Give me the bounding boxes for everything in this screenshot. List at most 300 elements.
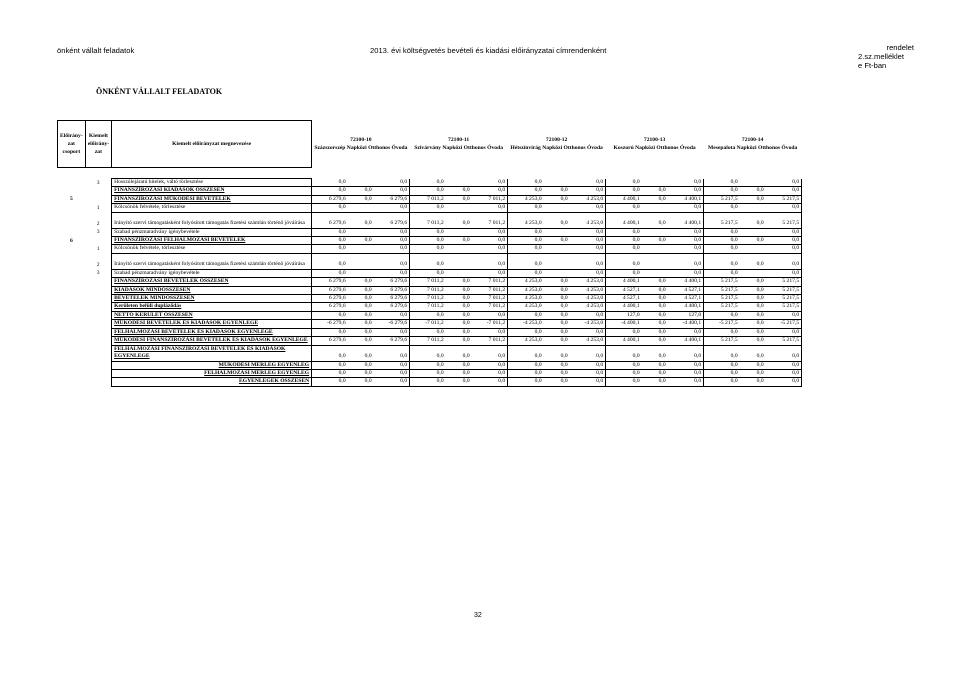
table-row bbox=[58, 295, 802, 303]
header-left: önként vállalt feladatok bbox=[57, 46, 135, 55]
value-cell: 0,0 bbox=[766, 345, 802, 361]
table-row bbox=[58, 237, 802, 245]
table-row bbox=[58, 286, 802, 294]
value-cell: 0,0 bbox=[472, 187, 508, 195]
value-cell: 0,0 bbox=[642, 320, 668, 328]
value-cell: 6 279,6 bbox=[374, 337, 410, 345]
value-cell bbox=[348, 179, 374, 187]
value-cell: 0,0 bbox=[704, 328, 740, 336]
value-cell: 0,0 bbox=[642, 345, 668, 361]
value-cell: 0,0 bbox=[570, 269, 606, 277]
value-cell: 0,0 bbox=[642, 278, 668, 286]
value-cell: 0,0 bbox=[606, 245, 642, 253]
value-cell: 0,0 bbox=[410, 311, 446, 319]
unit-name: Mesepalota Napközi Otthonos Óvoda bbox=[707, 145, 798, 151]
value-cell: 6 279,6 bbox=[374, 212, 410, 228]
kiemelt-cell: 2 bbox=[96, 261, 100, 268]
value-cell: 0,0 bbox=[544, 378, 570, 386]
table-row bbox=[58, 328, 802, 336]
value-cell: 0,0 bbox=[740, 278, 766, 286]
value-cell bbox=[740, 269, 766, 277]
value-cell: -5 217,5 bbox=[704, 320, 740, 328]
value-cell: 5 217,5 bbox=[766, 278, 802, 286]
value-cell bbox=[740, 228, 766, 236]
kiemelt-cell bbox=[85, 328, 111, 336]
unit-name: Hétszínvirág Napközi Otthonos Óvoda bbox=[510, 145, 603, 151]
value-cell: 0,0 bbox=[348, 286, 374, 294]
value-cell: 0,0 bbox=[740, 320, 766, 328]
value-cell: 0,0 bbox=[446, 328, 472, 336]
value-cell: 0,0 bbox=[740, 195, 766, 203]
value-cell: -6 279,6 bbox=[312, 320, 348, 328]
kiemelt-cell bbox=[85, 378, 111, 386]
value-cell bbox=[642, 245, 668, 253]
kiemelt-cell bbox=[85, 311, 111, 319]
value-cell: 5 217,5 bbox=[704, 286, 740, 294]
value-cell: 0,0 bbox=[570, 228, 606, 236]
value-cell: -5 217,5 bbox=[766, 320, 802, 328]
value-cell: 0,0 bbox=[374, 228, 410, 236]
value-cell: 0,0 bbox=[704, 253, 740, 269]
name-cell: Kölcsönök felvétele, törlesztése bbox=[112, 245, 312, 253]
value-cell: 0,0 bbox=[668, 328, 704, 336]
value-cell: 0,0 bbox=[606, 269, 642, 277]
value-cell: 0,0 bbox=[570, 369, 606, 377]
value-cell: 0,0 bbox=[348, 361, 374, 369]
value-cell: 0,0 bbox=[668, 245, 704, 253]
value-cell: 0,0 bbox=[472, 179, 508, 187]
value-cell: 0,0 bbox=[668, 369, 704, 377]
table-row bbox=[58, 187, 802, 195]
value-cell: 0,0 bbox=[508, 361, 544, 369]
value-cell: 0,0 bbox=[766, 269, 802, 277]
value-cell: 0,0 bbox=[312, 237, 348, 245]
value-cell: 0,0 bbox=[374, 179, 410, 187]
table-row bbox=[58, 228, 802, 236]
value-cell: 0,0 bbox=[544, 303, 570, 311]
value-cell bbox=[740, 245, 766, 253]
value-cell: 0,0 bbox=[446, 212, 472, 228]
value-cell: 0,0 bbox=[374, 187, 410, 195]
value-cell: 0,0 bbox=[606, 237, 642, 245]
value-cell: 0,0 bbox=[348, 295, 374, 303]
value-cell: -4 400,1 bbox=[668, 320, 704, 328]
value-cell: 0,0 bbox=[312, 345, 348, 361]
value-cell: 4 400,1 bbox=[668, 303, 704, 311]
col-header-unit-1 bbox=[312, 121, 410, 168]
value-cell bbox=[544, 228, 570, 236]
value-cell: 0,0 bbox=[766, 378, 802, 386]
unit-name: Szivárvány Napközi Otthonos Óvoda bbox=[414, 145, 503, 151]
value-cell: 0,0 bbox=[472, 369, 508, 377]
value-cell: 6 279,6 bbox=[374, 278, 410, 286]
value-cell: 0,0 bbox=[312, 228, 348, 236]
value-cell: 0,0 bbox=[472, 253, 508, 269]
value-cell: 4 253,0 bbox=[570, 278, 606, 286]
name-cell: MŰKÖDÉSI MÉRLEG EGYENLEG bbox=[112, 361, 312, 369]
group-cell bbox=[58, 320, 86, 328]
name-cell: FINANSZÍROZÁSI FELHALMOZÁSI BEVÉTELEK bbox=[112, 237, 312, 245]
value-cell: 0,0 bbox=[446, 195, 472, 203]
value-cell: 0,0 bbox=[642, 286, 668, 294]
table-row bbox=[58, 345, 802, 361]
value-cell: 0,0 bbox=[642, 378, 668, 386]
table-row bbox=[58, 337, 802, 345]
value-cell: 0,0 bbox=[312, 204, 348, 212]
value-cell: 0,0 bbox=[740, 345, 766, 361]
value-cell: 0,0 bbox=[766, 179, 802, 187]
value-cell: 4 253,0 bbox=[508, 286, 544, 294]
value-cell: 0,0 bbox=[446, 303, 472, 311]
value-cell: 0,0 bbox=[704, 228, 740, 236]
value-cell: 0,0 bbox=[766, 361, 802, 369]
value-cell: 0,0 bbox=[740, 378, 766, 386]
table-row bbox=[58, 179, 802, 187]
value-cell: 0,0 bbox=[410, 328, 446, 336]
value-cell: 0,0 bbox=[374, 269, 410, 277]
name-cell: FELHALMOZÁSI FINANSZÍROZÁSI BEVÉTELEK ÉS KIADÁSOK EGYENLEGE bbox=[112, 345, 312, 361]
group-cell bbox=[58, 337, 86, 345]
value-cell: 4 253,0 bbox=[508, 212, 544, 228]
value-cell: 7 011,2 bbox=[472, 295, 508, 303]
name-cell: KIADÁSOK MINDÖSSZESEN bbox=[112, 286, 312, 294]
value-cell: 0,0 bbox=[606, 187, 642, 195]
value-cell: 127,0 bbox=[606, 311, 642, 319]
value-cell: 0,0 bbox=[472, 311, 508, 319]
value-cell: 4 527,1 bbox=[668, 295, 704, 303]
value-cell: 6 279,6 bbox=[374, 295, 410, 303]
value-cell: 6 279,6 bbox=[312, 278, 348, 286]
value-cell: 0,0 bbox=[668, 378, 704, 386]
value-cell: 6 279,6 bbox=[312, 337, 348, 345]
value-cell bbox=[544, 253, 570, 269]
value-cell: 5 217,5 bbox=[704, 303, 740, 311]
value-cell: 0,0 bbox=[312, 269, 348, 277]
value-cell: 0,0 bbox=[766, 228, 802, 236]
value-cell: 0,0 bbox=[374, 378, 410, 386]
value-cell: 0,0 bbox=[446, 361, 472, 369]
value-cell: 0,0 bbox=[374, 237, 410, 245]
value-cell: 0,0 bbox=[544, 195, 570, 203]
value-cell: 0,0 bbox=[348, 237, 374, 245]
value-cell: 0,0 bbox=[410, 179, 446, 187]
value-cell: 0,0 bbox=[766, 253, 802, 269]
value-cell bbox=[642, 228, 668, 236]
value-cell: 0,0 bbox=[704, 187, 740, 195]
value-cell: 6 279,6 bbox=[374, 195, 410, 203]
value-cell: 0,0 bbox=[704, 369, 740, 377]
value-cell: 0,0 bbox=[570, 245, 606, 253]
table-row bbox=[58, 369, 802, 377]
value-cell: 0,0 bbox=[446, 278, 472, 286]
kiemelt-cell bbox=[85, 295, 111, 303]
value-cell: 0,0 bbox=[472, 228, 508, 236]
value-cell: 0,0 bbox=[410, 345, 446, 361]
value-cell: 0,0 bbox=[668, 237, 704, 245]
value-cell: 5 217,5 bbox=[766, 195, 802, 203]
value-cell: 0,0 bbox=[704, 179, 740, 187]
name-cell: Irányító szervi támogatásként folyósított támogatás fizetési számlán történő jóváírása bbox=[112, 212, 312, 228]
value-cell: 7 011,2 bbox=[410, 286, 446, 294]
value-cell: 4 400,1 bbox=[668, 337, 704, 345]
value-cell: 4 527,1 bbox=[668, 286, 704, 294]
value-cell: 0,0 bbox=[374, 369, 410, 377]
table-row bbox=[58, 320, 802, 328]
value-cell: 0,0 bbox=[740, 337, 766, 345]
value-cell: 0,0 bbox=[642, 295, 668, 303]
value-cell: 0,0 bbox=[766, 328, 802, 336]
value-cell: 0,0 bbox=[410, 228, 446, 236]
name-cell: FINANSZÍROZÁSI KIADÁSOK ÖSSZESEN bbox=[112, 187, 312, 195]
value-cell: 0,0 bbox=[544, 328, 570, 336]
value-cell: 0,0 bbox=[704, 345, 740, 361]
value-cell: 5 217,5 bbox=[766, 212, 802, 228]
value-cell bbox=[740, 204, 766, 212]
group-cell bbox=[58, 245, 86, 253]
value-cell: 7 011,2 bbox=[472, 212, 508, 228]
value-cell bbox=[446, 269, 472, 277]
value-cell: 0,0 bbox=[508, 237, 544, 245]
value-cell: 0,0 bbox=[544, 212, 570, 228]
value-cell bbox=[446, 245, 472, 253]
value-cell: 0,0 bbox=[446, 286, 472, 294]
value-cell bbox=[348, 245, 374, 253]
value-cell: 0,0 bbox=[704, 204, 740, 212]
unit-name: Százszorszép Napközi Otthonos Óvoda bbox=[314, 145, 408, 151]
value-cell: 0,0 bbox=[570, 311, 606, 319]
kiemelt-cell: 3 bbox=[96, 179, 100, 186]
value-cell: -4 253,0 bbox=[508, 320, 544, 328]
value-cell: 5 217,5 bbox=[766, 286, 802, 294]
table-header-row bbox=[58, 121, 802, 168]
name-cell: NETTÓ KERÜLET ÖSSZESEN bbox=[112, 311, 312, 319]
value-cell: 0,0 bbox=[642, 311, 668, 319]
value-cell: 0,0 bbox=[508, 328, 544, 336]
value-cell: 0,0 bbox=[544, 345, 570, 361]
kiemelt-cell: 1 bbox=[96, 204, 100, 211]
value-cell: 0,0 bbox=[740, 369, 766, 377]
value-cell: 0,0 bbox=[410, 237, 446, 245]
col-header-unit-3 bbox=[508, 121, 606, 168]
value-cell: 0,0 bbox=[348, 328, 374, 336]
kiemelt-cell bbox=[85, 320, 111, 328]
value-cell: 0,0 bbox=[508, 253, 544, 269]
name-cell: MŰKÖDÉSI BEVÉTELEK ÉS KIADÁSOK EGYENLEGE bbox=[112, 320, 312, 328]
value-cell: 0,0 bbox=[642, 303, 668, 311]
value-cell: 4 400,1 bbox=[606, 303, 642, 311]
group-cell bbox=[58, 286, 86, 294]
value-cell: 0,0 bbox=[374, 311, 410, 319]
unit-code: 72100-11 bbox=[448, 137, 470, 143]
value-cell: 0,0 bbox=[642, 237, 668, 245]
value-cell: 0,0 bbox=[508, 228, 544, 236]
name-cell: MŰKÖDÉSI FINANSZÍROZÁSI BEVÉTELEK ÉS KIADÁSOK EGYENLEGE bbox=[112, 337, 312, 345]
value-cell: 0,0 bbox=[508, 187, 544, 195]
value-cell: 0,0 bbox=[704, 378, 740, 386]
value-cell: 0,0 bbox=[410, 361, 446, 369]
value-cell: 7 011,2 bbox=[472, 303, 508, 311]
value-cell: 0,0 bbox=[606, 204, 642, 212]
value-cell: 5 217,5 bbox=[704, 278, 740, 286]
group-cell bbox=[58, 378, 86, 386]
value-cell: 0,0 bbox=[446, 378, 472, 386]
value-cell: 0,0 bbox=[472, 245, 508, 253]
value-cell: 4 253,0 bbox=[570, 295, 606, 303]
value-cell: 0,0 bbox=[570, 328, 606, 336]
value-cell: 7 011,2 bbox=[472, 337, 508, 345]
group-cell bbox=[58, 278, 86, 286]
value-cell: 0,0 bbox=[766, 311, 802, 319]
value-cell: 0,0 bbox=[508, 345, 544, 361]
value-cell: 0,0 bbox=[544, 278, 570, 286]
value-cell: 4 400,1 bbox=[606, 278, 642, 286]
name-cell: EGYENLEGEK ÖSSZESEN bbox=[112, 378, 312, 386]
value-cell bbox=[446, 228, 472, 236]
value-cell bbox=[642, 179, 668, 187]
value-cell: 0,0 bbox=[570, 204, 606, 212]
value-cell: 0,0 bbox=[740, 295, 766, 303]
value-cell: 4 253,0 bbox=[508, 195, 544, 203]
value-cell: 0,0 bbox=[410, 369, 446, 377]
kiemelt-cell: 2 bbox=[96, 220, 100, 227]
group-cell bbox=[58, 253, 86, 269]
value-cell: 0,0 bbox=[312, 179, 348, 187]
value-cell: -7 011,2 bbox=[472, 320, 508, 328]
kiemelt-cell: 3 bbox=[96, 270, 100, 277]
value-cell: 0,0 bbox=[606, 228, 642, 236]
name-cell: Szabad pénzmaradvány igénybevétele bbox=[112, 228, 312, 236]
value-cell: 0,0 bbox=[704, 245, 740, 253]
value-cell: 0,0 bbox=[668, 228, 704, 236]
value-cell: 0,0 bbox=[374, 345, 410, 361]
value-cell: 0,0 bbox=[606, 369, 642, 377]
value-cell bbox=[348, 269, 374, 277]
name-cell: Szabad pénzmaradvány igénybevétele bbox=[112, 269, 312, 277]
table-row bbox=[58, 245, 802, 253]
kiemelt-cell bbox=[85, 303, 111, 311]
value-cell: 5 217,5 bbox=[704, 212, 740, 228]
value-cell bbox=[446, 204, 472, 212]
value-cell: 0,0 bbox=[704, 361, 740, 369]
name-cell: BEVÉTELEK MINDÖSSZESEN bbox=[112, 295, 312, 303]
name-cell: Kerületen belüli dupláződás bbox=[112, 303, 312, 311]
value-cell: 0,0 bbox=[668, 187, 704, 195]
value-cell: 4 400,1 bbox=[668, 195, 704, 203]
value-cell bbox=[348, 204, 374, 212]
value-cell: 4 253,0 bbox=[508, 303, 544, 311]
group-cell bbox=[58, 311, 86, 319]
value-cell: 0,0 bbox=[446, 345, 472, 361]
header-right-line: 2.sz.melléklet bbox=[858, 52, 905, 61]
value-cell bbox=[544, 269, 570, 277]
kiemelt-cell bbox=[85, 337, 111, 345]
value-cell: 0,0 bbox=[312, 245, 348, 253]
group-cell bbox=[58, 228, 86, 236]
value-cell: 0,0 bbox=[642, 212, 668, 228]
value-cell: 0,0 bbox=[446, 337, 472, 345]
name-cell: Kölcsönök felvétele, törlesztése bbox=[112, 204, 312, 212]
value-cell bbox=[544, 245, 570, 253]
group-cell bbox=[58, 269, 86, 277]
value-cell: 0,0 bbox=[570, 378, 606, 386]
value-cell: 7 011,2 bbox=[472, 286, 508, 294]
col-header-kiemelt: Kiemelt előirány-zat bbox=[85, 121, 111, 168]
value-cell: 0,0 bbox=[508, 204, 544, 212]
value-cell: 0,0 bbox=[740, 303, 766, 311]
value-cell: 0,0 bbox=[544, 237, 570, 245]
kiemelt-cell bbox=[85, 187, 111, 195]
value-cell: 6 279,6 bbox=[374, 286, 410, 294]
unit-code: 72100-10 bbox=[350, 137, 372, 143]
value-cell: 0,0 bbox=[570, 237, 606, 245]
value-cell: 0,0 bbox=[374, 253, 410, 269]
value-cell: 7 011,2 bbox=[410, 337, 446, 345]
value-cell: 7 011,2 bbox=[410, 295, 446, 303]
value-cell: 0,0 bbox=[508, 269, 544, 277]
value-cell bbox=[544, 204, 570, 212]
value-cell: 4 253,0 bbox=[570, 195, 606, 203]
value-cell: 0,0 bbox=[472, 345, 508, 361]
value-cell: 0,0 bbox=[312, 369, 348, 377]
value-cell: 7 011,2 bbox=[472, 278, 508, 286]
value-cell: 0,0 bbox=[348, 195, 374, 203]
value-cell: 0,0 bbox=[374, 328, 410, 336]
name-cell: FINANSZÍROZÁSI MŰKÖDÉSI BEVÉTELEK bbox=[112, 195, 312, 203]
kiemelt-cell bbox=[85, 361, 111, 369]
table-row bbox=[58, 212, 802, 228]
value-cell: 5 217,5 bbox=[766, 303, 802, 311]
value-cell: 0,0 bbox=[570, 361, 606, 369]
value-cell: 0,0 bbox=[740, 237, 766, 245]
col-header-unit-4 bbox=[606, 121, 704, 168]
header-right-line: rendelet bbox=[886, 43, 914, 52]
value-cell: 0,0 bbox=[668, 345, 704, 361]
value-cell: 4 253,0 bbox=[570, 303, 606, 311]
unit-code: 72100-13 bbox=[643, 137, 666, 143]
value-cell: 0,0 bbox=[312, 328, 348, 336]
name-cell: Hosszúlejáratú hitelek, váltó törlesztése bbox=[112, 179, 312, 187]
value-cell: 0,0 bbox=[740, 328, 766, 336]
group-cell bbox=[58, 212, 86, 228]
col-header-group: Előirány-zat csoport bbox=[58, 121, 86, 168]
value-cell: 0,0 bbox=[446, 187, 472, 195]
value-cell: 0,0 bbox=[544, 311, 570, 319]
value-cell: 0,0 bbox=[472, 237, 508, 245]
value-cell: 7 011,2 bbox=[410, 278, 446, 286]
group-cell bbox=[58, 303, 86, 311]
group-cell bbox=[58, 204, 86, 212]
group-cell bbox=[58, 295, 86, 303]
table-row bbox=[58, 269, 802, 277]
value-cell: 0,0 bbox=[570, 179, 606, 187]
value-cell: -4 400,1 bbox=[606, 320, 642, 328]
value-cell: 0,0 bbox=[606, 345, 642, 361]
value-cell: 4 400,1 bbox=[668, 278, 704, 286]
kiemelt-cell bbox=[85, 195, 111, 203]
value-cell: 0,0 bbox=[472, 204, 508, 212]
col-header-unit-5 bbox=[704, 121, 802, 168]
value-cell: 0,0 bbox=[374, 245, 410, 253]
table-row bbox=[58, 361, 802, 369]
value-cell: 0,0 bbox=[508, 369, 544, 377]
value-cell: 0,0 bbox=[472, 269, 508, 277]
value-cell: 5 217,5 bbox=[704, 195, 740, 203]
value-cell: 6 279,6 bbox=[312, 195, 348, 203]
value-cell: 4 400,1 bbox=[606, 212, 642, 228]
value-cell: 4 253,0 bbox=[508, 295, 544, 303]
value-cell: 0,0 bbox=[312, 311, 348, 319]
group-cell bbox=[58, 187, 86, 195]
